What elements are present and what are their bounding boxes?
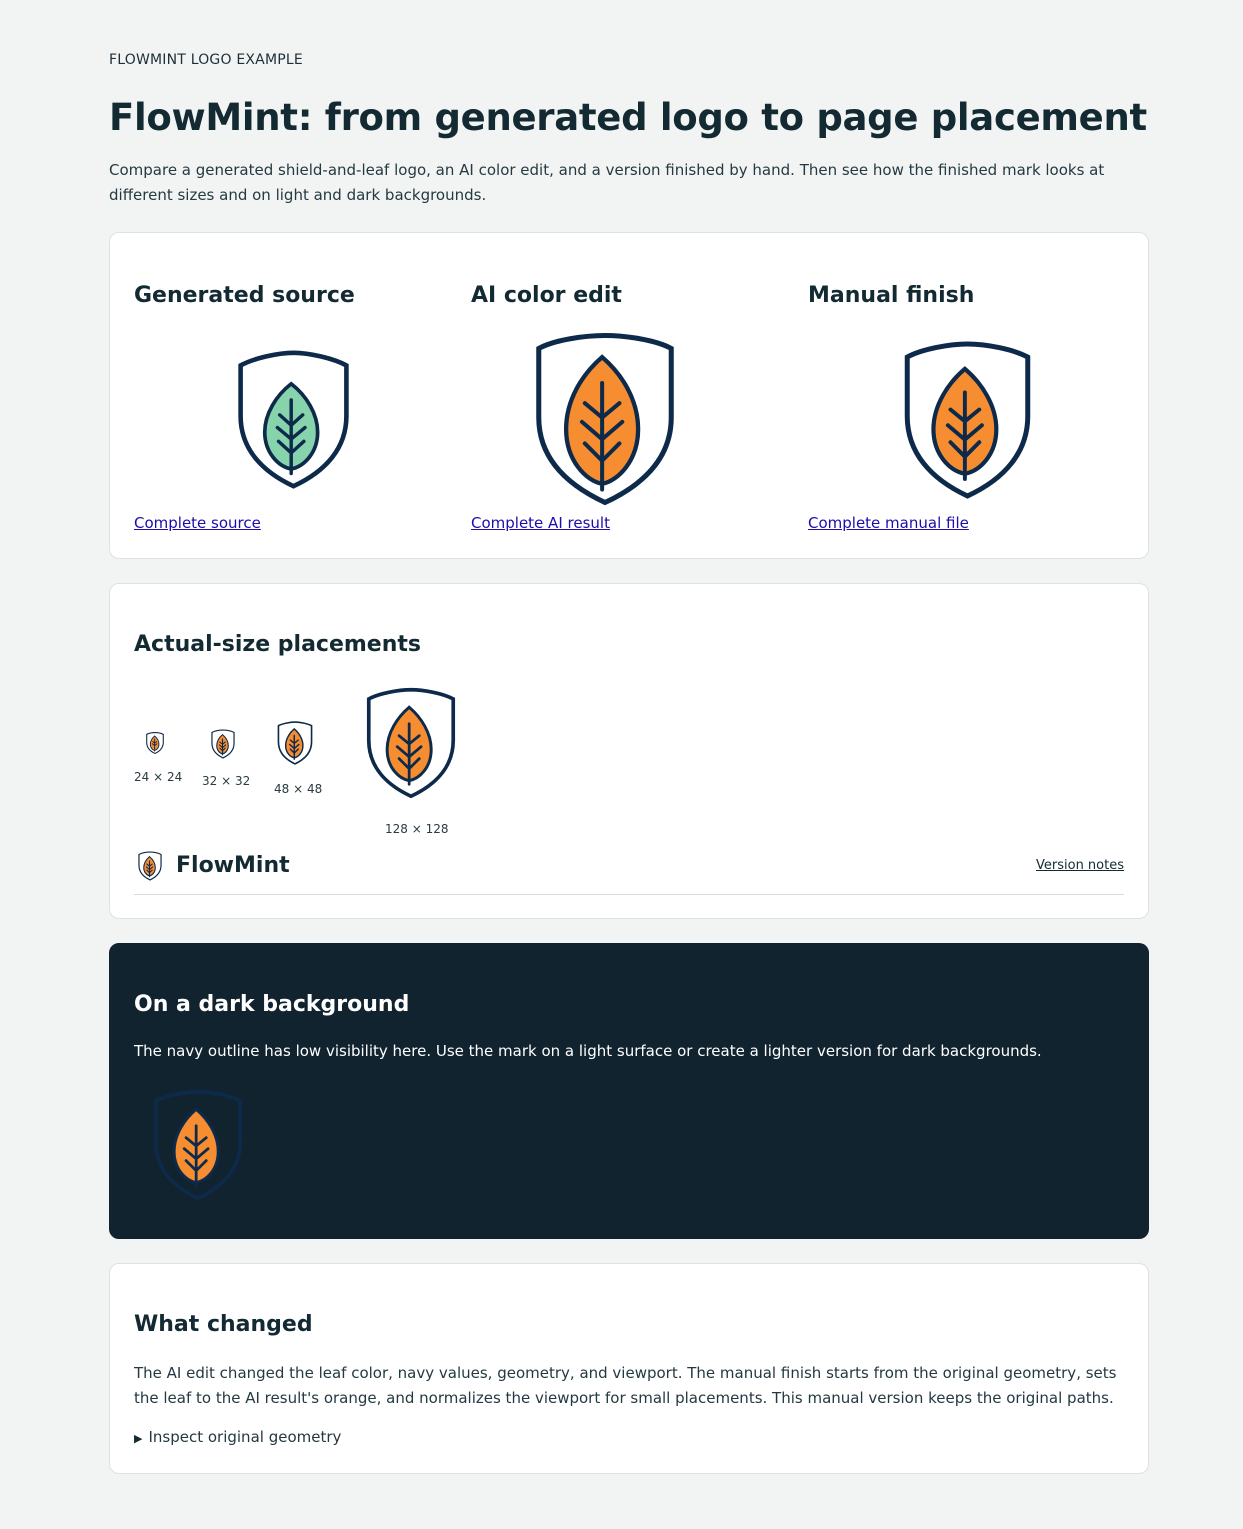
- comparison-card: [109, 232, 1149, 559]
- version-notes-link[interactable]: Version notes: [1036, 858, 1124, 873]
- size-label: 128 × 128: [385, 822, 449, 836]
- inspect-geometry-disclosure[interactable]: [134, 1428, 341, 1446]
- section-title: Actual-size placements: [134, 632, 421, 657]
- shield-leaf-logo-icon: [277, 721, 313, 765]
- column-manual-finish: [784, 233, 1104, 558]
- shield-leaf-logo-icon: [138, 851, 162, 881]
- size-label: 48 × 48: [274, 782, 323, 796]
- shield-leaf-logo-icon: [211, 729, 235, 759]
- brand-name: FlowMint: [176, 853, 290, 878]
- actual-size-card: [109, 583, 1149, 919]
- dark-background-card: [109, 943, 1149, 1239]
- shield-leaf-logo-icon: [365, 687, 457, 799]
- shield-leaf-logo-icon: [902, 340, 1033, 500]
- column-title: AI color edit: [471, 283, 622, 308]
- eyebrow: FLOWMINT LOGO EXAMPLE: [109, 52, 303, 68]
- intro-text: Compare a generated shield-and-leaf logo, an AI color edit, and a version finished by hand. Then see how the finished mark looks at different sizes and on light and dark backgrounds.: [109, 161, 1105, 204]
- dark-description: The navy outline has low visibility here. Use the mark on a light surface or create a lighter version for dark backgrounds.: [134, 1042, 1042, 1060]
- section-title: What changed: [134, 1312, 313, 1337]
- page-title: FlowMint: from generated logo to page placement: [109, 96, 1147, 139]
- column-title: Manual finish: [808, 283, 975, 308]
- size-label: 32 × 32: [202, 774, 251, 788]
- column-generated-source: [110, 233, 430, 558]
- shield-leaf-logo-icon: [152, 1089, 244, 1201]
- what-changed-card: [109, 1263, 1149, 1474]
- column-ai-color-edit: [447, 233, 767, 558]
- size-label: 24 × 24: [134, 770, 183, 784]
- disclosure-label: Inspect original geometry: [148, 1428, 342, 1446]
- changed-description: The AI edit changed the leaf color, navy values, geometry, and viewport. The manual finish starts from the original geometry, sets the leaf to the AI result's orange, and normalizes the viewport for small placements. This manual version keeps the original paths.: [134, 1364, 1117, 1407]
- column-title: Generated source: [134, 283, 355, 308]
- disclosure-triangle-icon: ▶: [134, 1432, 143, 1445]
- shield-leaf-logo-icon: [533, 331, 677, 507]
- shield-leaf-logo-icon: [236, 349, 351, 490]
- section-title: On a dark background: [134, 992, 410, 1017]
- complete-source-link[interactable]: Complete source: [134, 514, 261, 532]
- brand-header-preview: [134, 846, 1124, 895]
- complete-manual-file-link[interactable]: Complete manual file: [808, 514, 969, 532]
- complete-ai-result-link[interactable]: Complete AI result: [471, 514, 610, 532]
- shield-leaf-logo-icon: [146, 732, 164, 754]
